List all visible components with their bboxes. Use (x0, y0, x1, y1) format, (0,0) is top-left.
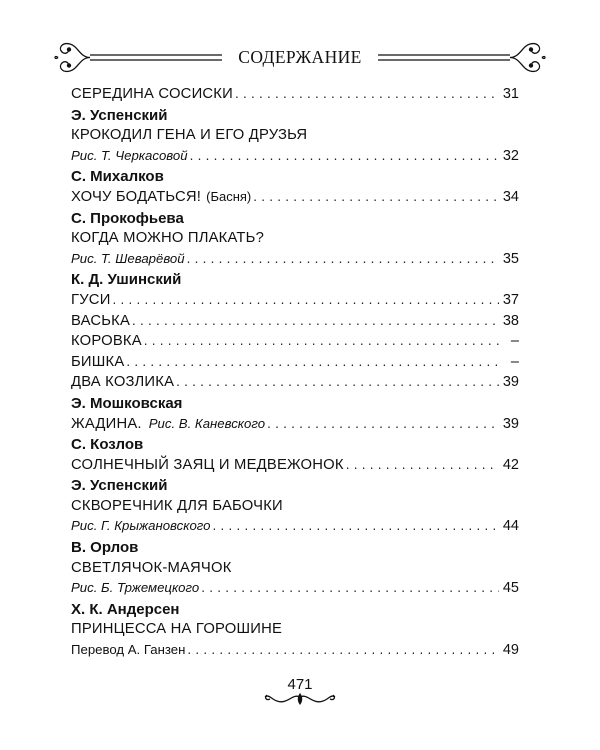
toc-entry-author (71, 539, 519, 560)
toc-title: ГУСИ (71, 291, 111, 308)
toc-illustrator: Рис. Т. Шеварёвой (71, 250, 185, 266)
toc-entry-title (71, 498, 519, 519)
toc-title: ВАСЬКА (71, 312, 131, 329)
toc-entry-title (71, 86, 519, 107)
toc-author: Х. К. Андерсен (71, 600, 180, 618)
toc-author: С. Козлов (71, 436, 144, 454)
toc-page-number: 37 (502, 291, 519, 308)
toc-entry-title (71, 416, 519, 437)
toc-page-number: 32 (502, 147, 519, 164)
toc-title: ЖАДИНА. (71, 415, 142, 432)
toc-entry-ill (71, 518, 519, 539)
toc-title: СВЕТЛЯЧОК-МАЯЧОК (71, 559, 232, 576)
dot-leader (190, 148, 499, 163)
toc-entry-author (71, 436, 519, 457)
toc-title: БИШКА (71, 353, 125, 370)
toc-title: ДВА КОЗЛИКА (71, 374, 175, 391)
toc-entry-author (71, 271, 519, 292)
toc-entry-title (71, 127, 519, 148)
toc-entry-ill (71, 580, 519, 601)
toc-page-number: 38 (502, 312, 519, 329)
dot-leader (346, 457, 499, 472)
toc-author: С. Михалков (71, 168, 164, 186)
toc-title: КОРОВКА (71, 333, 142, 350)
page-footer (250, 676, 350, 707)
toc-translator: Перевод А. Ганзен (71, 642, 186, 658)
toc-page-number: – (510, 353, 519, 370)
toc-entry-title (71, 560, 519, 581)
toc-entry-author (71, 601, 519, 622)
toc-title: КРОКОДИЛ ГЕНА И ЕГО ДРУЗЬЯ (71, 127, 308, 144)
toc-illustrator: Рис. В. Каневского (148, 415, 266, 431)
table-of-contents (71, 86, 519, 663)
toc-entry-author (71, 395, 519, 416)
toc-page-number: 39 (502, 415, 519, 432)
toc-illustrator: Рис. Т. Черкасовой (71, 147, 188, 163)
toc-author: Э. Успенский (71, 106, 168, 124)
dot-leader (267, 416, 499, 431)
toc-page-number: 31 (502, 86, 519, 102)
toc-entry-author (71, 210, 519, 231)
toc-author: В. Орлов (71, 539, 139, 557)
dot-leader (253, 189, 499, 204)
dot-leader (235, 86, 499, 101)
dot-leader (132, 313, 499, 328)
dot-leader (201, 580, 499, 595)
toc-entry-title (71, 189, 519, 210)
toc-page-number: 39 (502, 374, 519, 391)
toc-title: СОЛНЕЧНЫЙ ЗАЯЦ И МЕДВЕЖОНОК (71, 456, 344, 473)
toc-page-number: 44 (502, 518, 519, 535)
toc-illustrator: Рис. Г. Крыжановского (71, 518, 211, 534)
toc-entry-ill (71, 148, 519, 169)
toc-author: Э. Успенский (71, 477, 168, 495)
toc-entry-translator (71, 642, 519, 663)
toc-title: КОГДА МОЖНО ПЛАКАТЬ? (71, 230, 264, 247)
toc-illustrator: Рис. Б. Тржемецкого (71, 580, 200, 596)
footer-ornament-icon (263, 691, 337, 707)
toc-author: К. Д. Ушинский (71, 271, 182, 289)
toc-page-number: 34 (502, 188, 519, 205)
toc-entry-title (71, 230, 519, 251)
page-header (50, 32, 550, 84)
toc-note: (Басня) (206, 188, 252, 204)
toc-page-number: – (510, 333, 519, 350)
toc-entry-title (71, 333, 519, 354)
toc-entry-ill (71, 251, 519, 272)
toc-author: Э. Мошковская (71, 394, 183, 412)
toc-title: СКВОРЕЧНИК ДЛЯ БАБОЧКИ (71, 497, 283, 514)
dot-leader (187, 642, 498, 657)
toc-page-number: 42 (502, 456, 519, 473)
toc-entry-title (71, 354, 519, 375)
toc-author: С. Прокофьева (71, 209, 184, 227)
dot-leader (113, 292, 499, 307)
toc-page-number: 49 (502, 642, 519, 659)
toc-title: СЕРЕДИНА СОСИСКИ (71, 86, 233, 102)
page-title: СОДЕРЖАНИЕ (230, 47, 369, 67)
dot-leader (187, 251, 499, 266)
toc-entry-title (71, 457, 519, 478)
toc-entry-title (71, 374, 519, 395)
toc-title: ХОЧУ БОДАТЬСЯ! (71, 188, 202, 205)
dot-leader (126, 354, 499, 369)
toc-page-number: 45 (502, 580, 519, 597)
dot-leader (176, 374, 499, 389)
toc-entry-title (71, 313, 519, 334)
toc-entry-author (71, 168, 519, 189)
toc-page-number: 35 (502, 250, 519, 267)
dot-leader (212, 518, 498, 533)
dot-leader (144, 333, 499, 348)
toc-entry-title (71, 621, 519, 642)
toc-entry-title (71, 292, 519, 313)
toc-entry-author (71, 107, 519, 128)
toc-title: ПРИНЦЕССА НА ГОРОШИНЕ (71, 621, 283, 638)
page-number: 471 (287, 676, 313, 693)
toc-entry-author (71, 477, 519, 498)
